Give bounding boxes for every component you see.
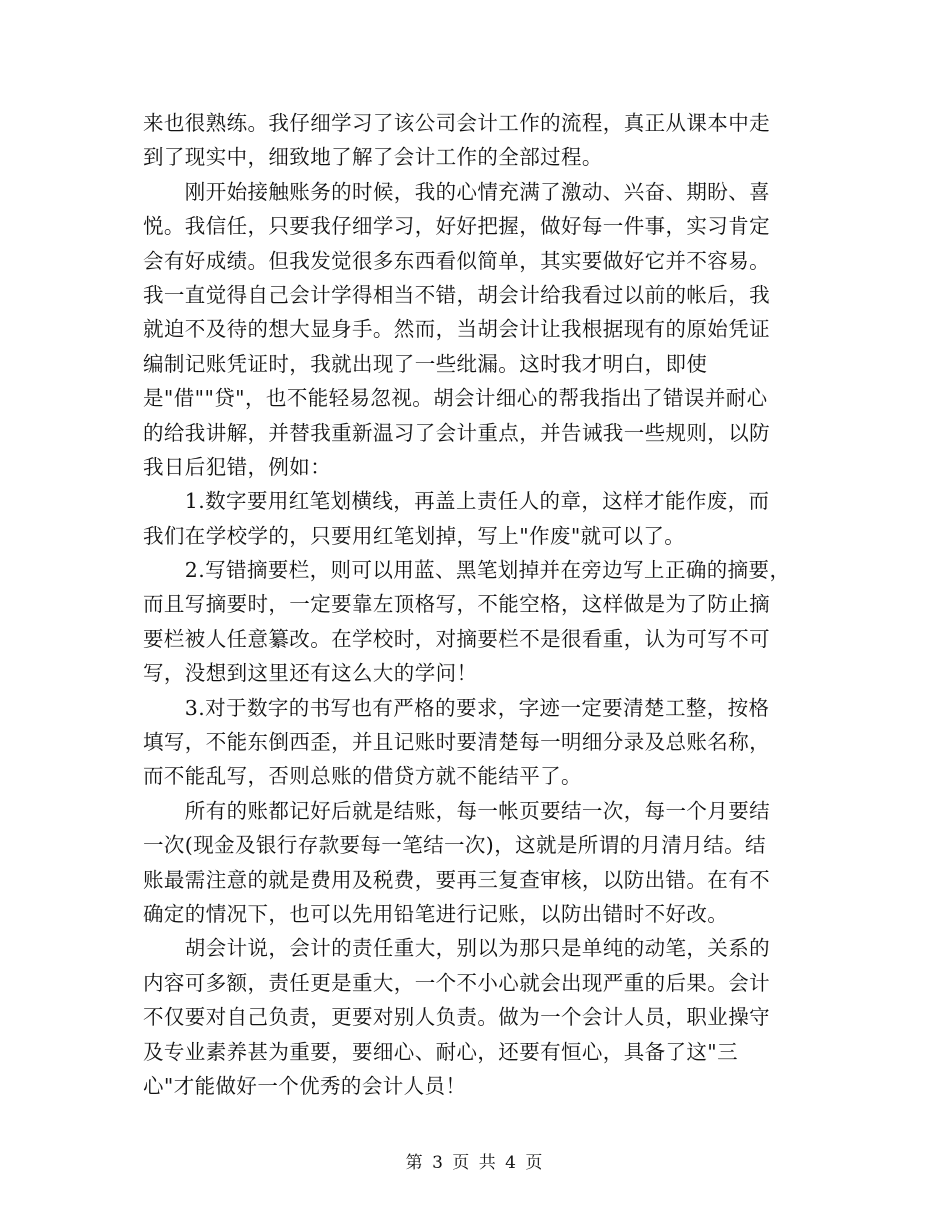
- text-line: 会有好成绩。但我发觉很多东西看似简单，其实要做好它并不容易。: [143, 248, 770, 273]
- text-line: 3.对于数字的书写也有严格的要求，字迹一定要清楚工整，按格: [143, 695, 770, 720]
- text-line: 悦。我信任，只要我仔细学习，好好把握，做好每一件事，实习肯定: [143, 214, 770, 239]
- text-line: 填写，不能东倒西歪，并且记账时要清楚每一明细分录及总账名称，: [143, 730, 770, 755]
- text-line: 胡会计说，会计的责任重大，别以为那只是单纯的动笔，关系的: [143, 936, 770, 961]
- text-line: 2.写错摘要栏，则可以用蓝、黑笔划掉并在旁边写上正确的摘要，: [143, 558, 791, 583]
- text-line: 我们在学校学的，只要用红笔划掉，写上"作废"就可以了。: [143, 523, 686, 548]
- body-text: [143, 106, 811, 1103]
- text-line: 刚开始接触账务的时候，我的心情充满了激动、兴奋、期盼、喜: [143, 179, 770, 204]
- text-line: 到了现实中，细致地了解了会计工作的全部过程。: [143, 145, 603, 170]
- text-line: 写，没想到这里还有这么大的学问！: [143, 661, 478, 686]
- text-line: 及专业素养甚为重要，要细心、耐心，还要有恒心，具备了这"三: [143, 1039, 739, 1064]
- text-line: 就迫不及待的想大显身手。然而，当胡会计让我根据现有的原始凭证: [143, 317, 770, 342]
- text-line: 而且写摘要时，一定要靠左顶格写，不能空格，这样做是为了防止摘: [143, 592, 770, 617]
- text-line: 一次(现金及银行存款要每一笔结一次)，这就是所谓的月清月结。结: [143, 833, 766, 858]
- text-line: 的给我讲解，并替我重新温习了会计重点，并告诫我一些规则，以防: [143, 420, 770, 445]
- text-line: 来也很熟练。我仔细学习了该公司会计工作的流程，真正从课本中走: [143, 111, 770, 135]
- text-line: 确定的情况下，也可以先用铅笔进行记账，以防出错时不好改。: [143, 901, 729, 926]
- text-line: 我日后犯错，例如：: [143, 454, 332, 479]
- text-line: 内容可多额，责任更是重大，一个不小心就会出现严重的后果。会计: [143, 970, 770, 995]
- text-line: 而不能乱写，否则总账的借贷方就不能结平了。: [143, 764, 582, 789]
- text-line: 要栏被人任意纂改。在学校时，对摘要栏不是很看重，认为可写不可: [143, 626, 770, 651]
- text-line: 心"才能做好一个优秀的会计人员！: [143, 1073, 467, 1098]
- text-line: 1.数字要用红笔划横线，再盖上责任人的章，这样才能作废，而: [143, 489, 770, 514]
- text-line: 编制记账凭证时，我就出现了一些纰漏。这时我才明白，即使: [143, 351, 708, 376]
- text-line: 我一直觉得自己会计学得相当不错，胡会计给我看过以前的帐后，我: [143, 282, 770, 307]
- text-line: 是"借""贷"，也不能轻易忽视。胡会计细心的帮我指出了错误并耐心: [143, 386, 768, 411]
- text-line: 所有的账都记好后就是结账，每一帐页要结一次，每一个月要结: [143, 798, 770, 823]
- text-line: 账最需注意的就是费用及税费，要再三复查审核，以防出错。在有不: [143, 867, 770, 892]
- page-number-footer: 第 3 页 共 4 页: [405, 1153, 545, 1173]
- text-line: 不仅要对自己负责，更要对别人负责。做为一个会计人员，职业操守: [143, 1005, 770, 1030]
